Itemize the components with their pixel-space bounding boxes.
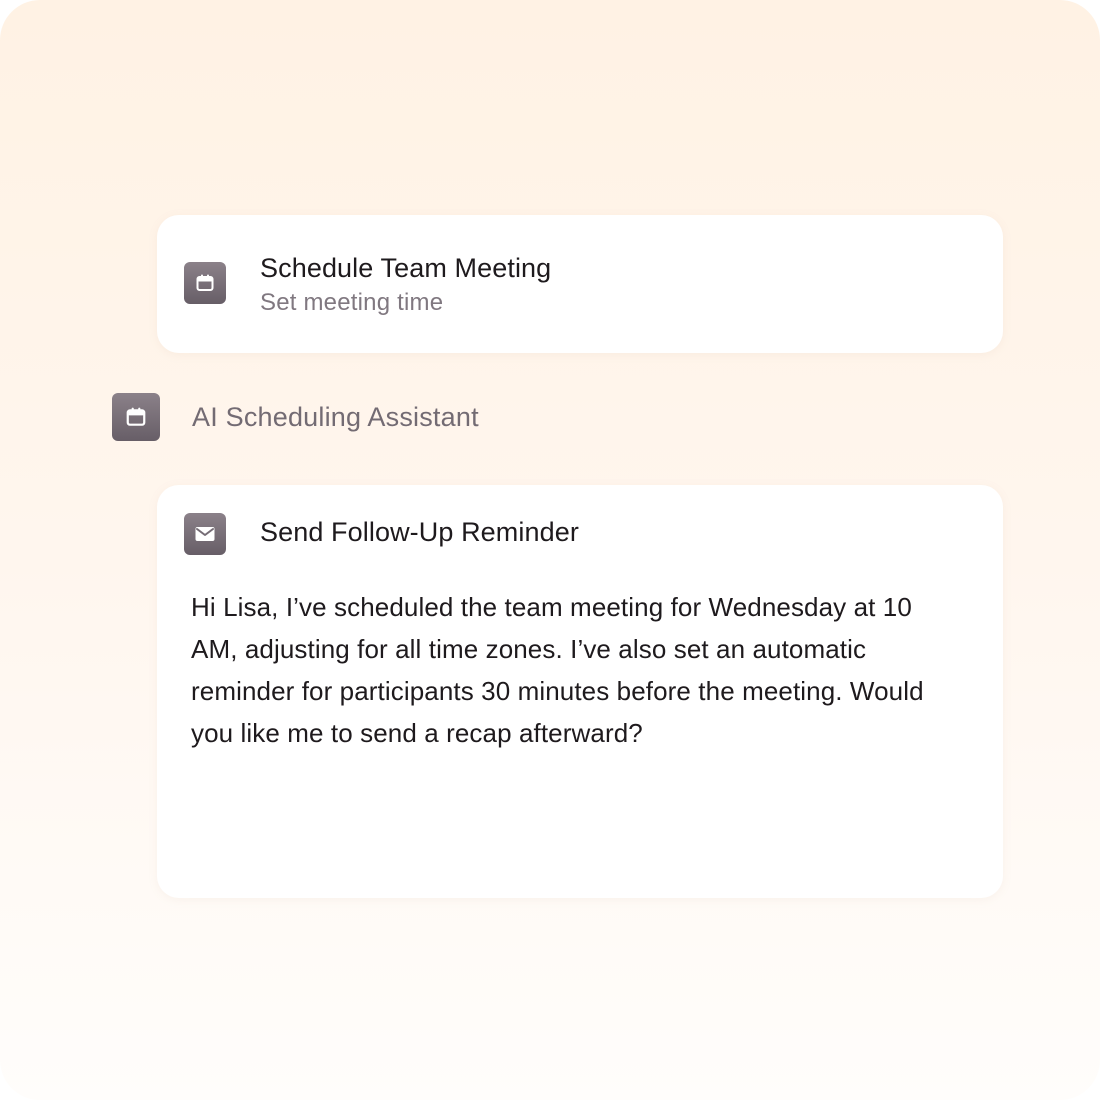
- message-title: Send Follow-Up Reminder: [260, 517, 579, 547]
- mail-icon: [184, 513, 226, 555]
- task-title: Schedule Team Meeting: [260, 253, 552, 283]
- assistant-label: AI Scheduling Assistant: [192, 402, 479, 432]
- task-card[interactable]: [157, 215, 1003, 353]
- message-card[interactable]: [157, 485, 1003, 898]
- task-subtitle: Set meeting time: [260, 289, 444, 316]
- message-body: Hi Lisa, I’ve scheduled the team meeting for Wednesday at 10 AM, adjusting for all time zones. I’ve also set an automatic reminder for participants 30 minutes before the meeting. Would you like me to send a recap afterward?: [191, 592, 924, 748]
- calendar-icon: [184, 262, 226, 304]
- assistant-calendar-icon: [112, 393, 160, 441]
